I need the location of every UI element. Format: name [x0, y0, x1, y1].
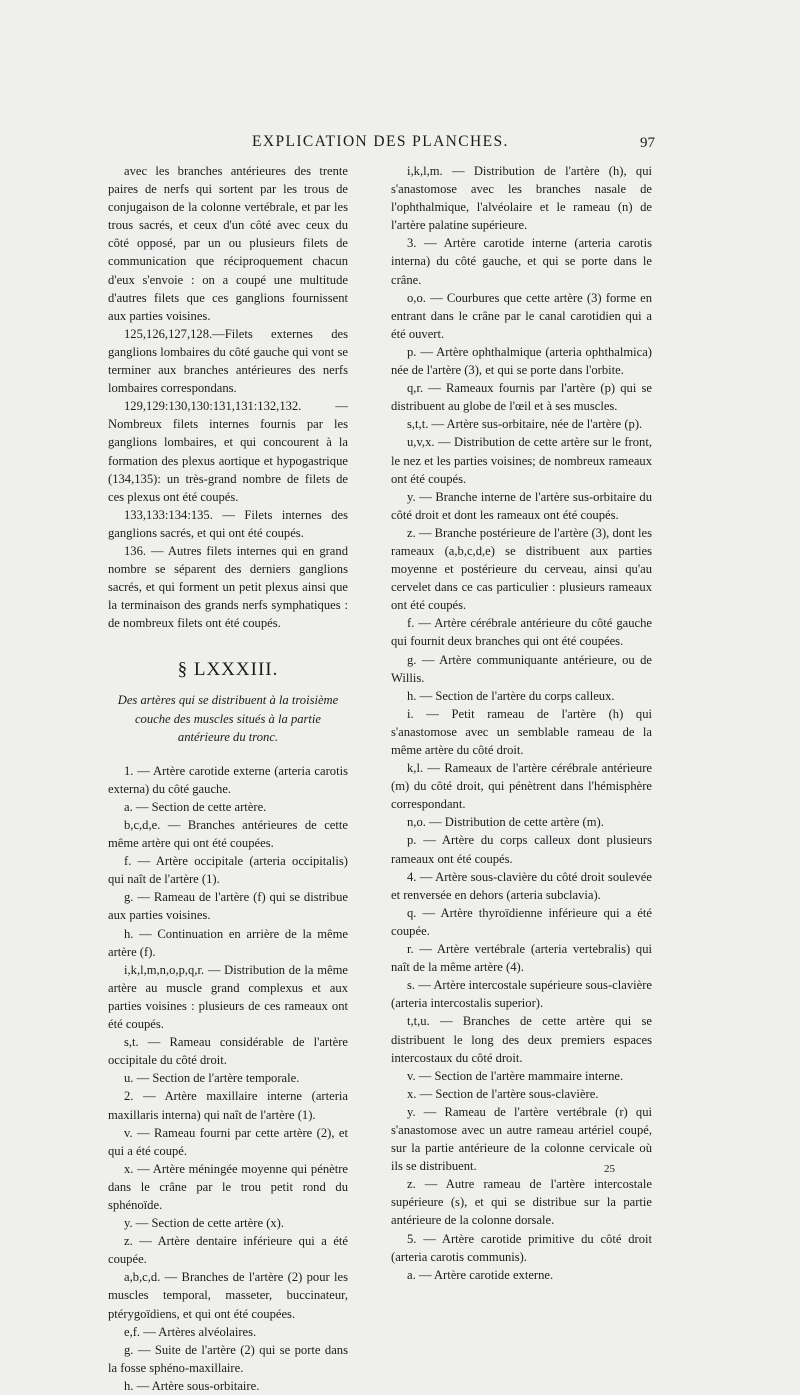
paragraph: 4. — Artère sous-clavière du côté droit soulevée et renversée en dehors (arteria subclavia). — [391, 869, 652, 902]
paragraph: 125,126,127,128.—Filets externes des ganglions lombaires du côté gauche qui vont se terminer aux branches antérieures des nerfs lombaires correspondans. — [108, 326, 348, 396]
paragraph: 136. — Autres filets internes qui en grand nombre se séparent des derniers ganglions sacrés, et qui forment un petit plexus ainsi que la terminaison des grands nerfs symphatiques : de nombreux filets ont été coupés. — [108, 543, 348, 631]
left-column — [108, 162, 348, 1395]
paragraph: y. — Rameau de l'artère vertébrale (r) qui s'anastomose avec un autre rameau artériel coupé, sur la partie antérieure de la colonne cervicale où ils se distribuent. — [391, 1104, 652, 1174]
paragraph: b,c,d,e. — Branches antérieures de cette même artère qui ont été coupées. — [108, 818, 348, 851]
paragraph: x. — Artère méningée moyenne qui pénètre dans le crâne par le trou petit rond du sphénoïde. — [108, 1161, 348, 1212]
paragraph: g. — Artère communiquante antérieure, ou de Willis. — [391, 652, 652, 685]
paragraph: 1. — Artère carotide externe (arteria carotis externa) du côté gauche. — [108, 763, 348, 796]
paragraph: 129,129:130,130:131,131:132,132. — Nombreux filets internes fournis par les ganglions lombaires, et qui concourent à la formation des plexus aortique et hypogastrique (134,135): un très-grand nombre de filets de ces plexus ont été coupés. — [108, 399, 348, 504]
paragraph: a. — Artère carotide externe. — [407, 1267, 554, 1282]
paragraph: h. — Artère sous-orbitaire. — [124, 1378, 260, 1393]
paragraph: s. — Artère intercostale supérieure sous-clavière (arteria intercostalis superior). — [391, 978, 652, 1011]
section-subtitle: Des artères qui se distribuent à la troisième couche des muscles situés à la partie antérieure du tronc. — [117, 693, 339, 744]
signature-mark: 25 — [604, 1163, 615, 1175]
left-paragraphs-bottom — [108, 762, 348, 1395]
paragraph: avec les branches antérieures des trente paires de nerfs qui sortent par les trous de conjugaison de la colonne vertébrale, et par les trous sacrés, et ceux d'un côté avec ceux du côté opposé, par un ou plusieurs filets de communication que réciproquement chacun d'eux s'envoie : on a coupé une multitude d'autres filets que ces ganglions fournissent aux parties voisines. — [108, 164, 348, 323]
paragraph: q,r. — Rameaux fournis par l'artère (p) qui se distribuent au globe de l'œil et à ses muscles. — [391, 381, 652, 414]
paragraph: 2. — Artère maxillaire interne (arteria maxillaris interna) qui naît de l'artère (1). — [108, 1089, 348, 1122]
paragraph: z. — Branche postérieure de l'artère (3), dont les rameaux (a,b,c,d,e) se distribuent aux parties moyenne et postérieure du cerveau, ainsi qu'au cervelet dans ce cas particulier : plusieurs rameaux ont été coupés. — [391, 525, 652, 613]
page-number: 97 — [640, 135, 655, 151]
paragraph: s,t,t. — Artère sus-orbitaire, née de l'artère (p). — [407, 417, 643, 432]
paragraph: y. — Branche interne de l'artère sus-orbitaire du côté droit et dont les rameaux ont été coupés. — [391, 489, 652, 522]
paragraph: x. — Section de l'artère sous-clavière. — [407, 1086, 599, 1101]
paragraph: n,o. — Distribution de cette artère (m). — [407, 815, 604, 830]
paragraph: q. — Artère thyroïdienne inférieure qui a été coupée. — [391, 905, 652, 938]
paragraph: p. — Artère du corps calleux dont plusieurs rameaux ont été coupés. — [391, 833, 652, 866]
paragraph: a,b,c,d. — Branches de l'artère (2) pour les muscles temporal, masseter, buccinateur, ptérygoïdiens, et qui ont été coupées. — [108, 1270, 348, 1321]
paragraph: i,k,l,m. — Distribution de l'artère (h), qui s'anastomose avec les branches nasale de l'ophthalmique, l'alvéolaire et le rameau (n) de l'artère palatine supérieure. — [391, 164, 652, 233]
paragraph: 133,133:134:135. — Filets internes des ganglions sacrés, et qui ont été coupés. — [108, 507, 348, 540]
paragraph: i. — Petit rameau de l'artère (h) qui s'anastomose avec un semblable rameau de la même artère du côté droit. — [391, 706, 652, 757]
paragraph: z. — Artère dentaire inférieure qui a été coupée. — [108, 1234, 348, 1267]
paragraph: 5. — Artère carotide primitive du côté droit (arteria carotis communis). — [391, 1231, 652, 1264]
paragraph: a. — Section de cette artère. — [124, 799, 267, 814]
header-title: EXPLICATION DES PLANCHES. — [252, 133, 509, 150]
paragraph: v. — Section de l'artère mammaire interne. — [407, 1068, 624, 1083]
paragraph: t,t,u. — Branches de cette artère qui se distribuent le long des deux premiers espaces intercostaux du côté droit. — [391, 1014, 652, 1065]
right-column — [391, 162, 652, 1284]
paragraph: f. — Artère occipitale (arteria occipitalis) qui naît de l'artère (1). — [108, 854, 348, 887]
paragraph: f. — Artère cérébrale antérieure du côté gauche qui fournit deux branches qui ont été coupées. — [391, 616, 652, 649]
paragraph: h. — Continuation en arrière de la même artère (f). — [108, 926, 348, 959]
paragraph: i,k,l,m,n,o,p,q,r. — Distribution de la même artère au muscle grand complexus et aux parties voisines : plusieurs de ces rameaux ont été coupés. — [108, 962, 348, 1032]
section-title: § LXXXIII. — [177, 659, 279, 681]
paragraph: h. — Section de l'artère du corps calleux. — [407, 688, 615, 703]
paragraph: o,o. — Courbures que cette artère (3) forme en entrant dans le crâne par le canal carotidien qui a été ouvert. — [391, 290, 652, 341]
paragraph: u. — Section de l'artère temporale. — [124, 1071, 300, 1086]
left-paragraphs-top — [108, 162, 348, 632]
paragraph: s,t. — Rameau considérable de l'artère occipitale du côté droit. — [108, 1035, 348, 1068]
paragraph: g. — Rameau de l'artère (f) qui se distribue aux parties voisines. — [108, 890, 348, 923]
paragraph: z. — Autre rameau de l'artère intercostale supérieure (s), et qui se distribue sur la partie antérieure de la colonne dorsale. — [391, 1177, 652, 1228]
paragraph: k,l. — Rameaux de l'artère cérébrale antérieure (m) du côté droit, qui pénètrent dans l'hémisphère correspondant. — [391, 761, 652, 812]
paragraph: u,v,x. — Distribution de cette artère sur le front, le nez et les parties voisines; de nombreux rameaux ont été coupés. — [391, 435, 652, 486]
paragraph: g. — Suite de l'artère (2) qui se porte dans la fosse sphéno-maxillaire. — [108, 1342, 348, 1375]
paragraph: 3. — Artère carotide interne (arteria carotis interna) du côté gauche, et qui se porte dans le crâne. — [391, 236, 652, 287]
paragraph: p. — Artère ophthalmique (arteria ophthalmica) née de l'artère (3), et qui se porte dans l'orbite. — [391, 344, 652, 378]
paragraph: e,f. — Artères alvéolaires. — [124, 1324, 257, 1339]
paragraph: v. — Rameau fourni par cette artère (2), et qui a été coupé. — [108, 1125, 348, 1158]
running-header — [0, 133, 800, 157]
paragraph: r. — Artère vertébrale (arteria vertebralis) qui naît de la même artère (4). — [391, 942, 652, 975]
paragraph: y. — Section de cette artère (x). — [124, 1216, 285, 1231]
